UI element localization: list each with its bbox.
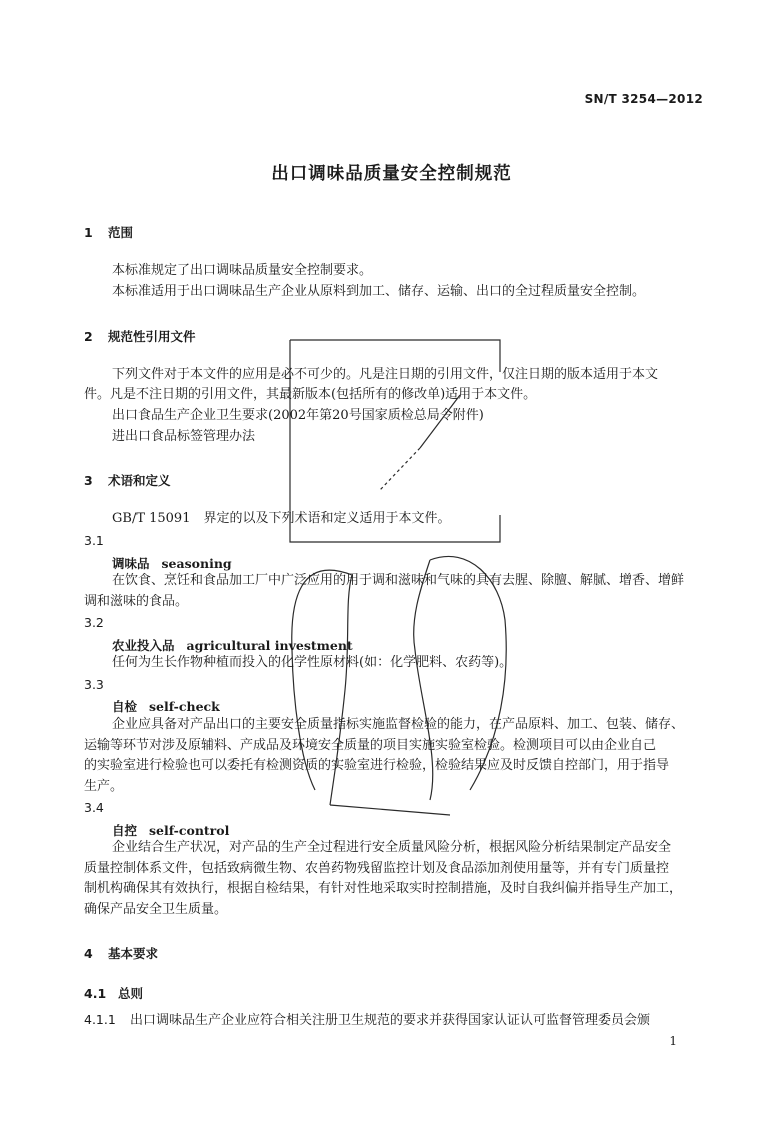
section-title: 规范性引用文件 [108,329,196,344]
section-title: 总则 [118,986,144,1001]
page-number: 1 [669,1034,677,1048]
term-3-1-number: 3.1 [84,533,104,548]
term-3-4-heading [112,821,229,839]
section-title: 术语和定义 [108,473,171,488]
terms-intro: GB/T 15091 界定的以及下列术语和定义适用于本文件。 [112,511,451,526]
term-3-2-definition: 任何为生长作物种植而投入的化学性原材料(如：化学肥料、农药等)。 [112,655,513,670]
term-3-4-number: 3.4 [84,800,104,815]
section-1-heading [84,223,133,241]
scope-paragraph-1: 本标准规定了出口调味品质量安全控制要求。 [112,263,373,278]
watermark-base-line [330,805,450,815]
section-number: 4 [84,946,93,961]
normative-references-line-1: 下列文件对于本文件的应用是必不可少的。凡是注日期的引用文件，仅注日期的版本适用于本文 [112,367,659,382]
section-4-1-heading [84,984,143,1002]
clause-4-1-1 [84,1014,650,1027]
reference-item-1: 出口食品生产企业卫生要求(2002年第20号国家质检总局令附件) [112,408,484,423]
scope-paragraph-2: 本标准适用于出口调味品生产企业从原料到加工、储存、运输、出口的全过程质量安全控制。 [112,284,646,299]
term-en: self-check [149,699,220,714]
term-3-3-definition-line-2: 运输等环节对涉及原辅料、产成品及环境安全质量的项目实施实验室检验。检测项目可以由企业自己 [84,738,657,753]
normative-references-line-2: 件。凡是不注日期的引用文件，其最新版本(包括所有的修改单)适用于本文件。 [84,387,537,402]
section-title: 范围 [108,225,134,240]
term-3-1-heading [112,554,232,572]
section-4-heading [84,944,158,962]
term-3-1-definition-line-2: 调和滋味的食品。 [84,594,189,609]
term-3-3-definition-line-3: 的实验室进行检验也可以委托有检测资质的实验室进行检验，检验结果应及时反馈自控部门，用于指导 [84,758,670,773]
term-en: agricultural investment [186,638,353,653]
watermark-diagonal-2 [380,448,420,490]
reference-item-2: 进出口食品标签管理办法 [112,429,256,444]
section-number: 2 [84,329,93,344]
term-3-3-number: 3.3 [84,677,104,692]
section-number: 1 [84,225,93,240]
term-zh: 自检 [112,699,138,714]
term-3-3-definition-line-4: 生产。 [84,779,124,794]
standard-number: SN/T 3254—2012 [584,92,703,106]
section-number: 4.1 [84,986,107,1001]
term-zh: 调味品 [112,556,150,571]
term-en: self-control [149,823,230,838]
clause-number: 4.1.1 [84,1012,116,1027]
term-3-4-definition-line-4: 确保产品安全卫生质量。 [84,902,228,917]
term-en: seasoning [161,556,232,571]
section-title: 基本要求 [108,946,159,961]
term-3-2-heading [112,636,353,654]
term-3-4-definition-line-3: 制机构确保其有效执行，根据自检结果，有针对性地采取实时控制措施，及时自我纠偏并指导生产加工， [84,881,683,896]
section-number: 3 [84,473,93,488]
section-2-heading [84,327,196,345]
section-3-heading [84,471,171,489]
term-3-3-definition-line-1: 企业应具备对产品出口的主要安全质量指标实施监督检验的能力，在产品原料、加工、包装、储存、 [112,717,685,732]
term-zh: 农业投入品 [112,638,175,653]
document-title: 出口调味品质量安全控制规范 [271,164,512,184]
term-3-1-definition-line-1: 在饮食、烹饪和食品加工厂中广泛应用的用于调和滋味和气味的具有去腥、除膻、解腻、增香、增鲜 [112,573,685,588]
clause-text: 出口调味品生产企业应符合相关注册卫生规范的要求并获得国家认证认可监督管理委员会颁 [130,1013,651,1028]
term-3-2-number: 3.2 [84,615,104,630]
term-3-4-definition-line-2: 质量控制体系文件，包括致病微生物、农兽药物残留监控计划及食品添加剂使用量等，并有专门质量控 [84,861,670,876]
term-3-4-definition-line-1: 企业结合生产状况，对产品的生产全过程进行安全质量风险分析，根据风险分析结果制定产品安全 [112,840,672,855]
term-3-3-heading [112,697,220,715]
term-zh: 自控 [112,823,138,838]
watermark-s-curve-right [430,556,506,790]
